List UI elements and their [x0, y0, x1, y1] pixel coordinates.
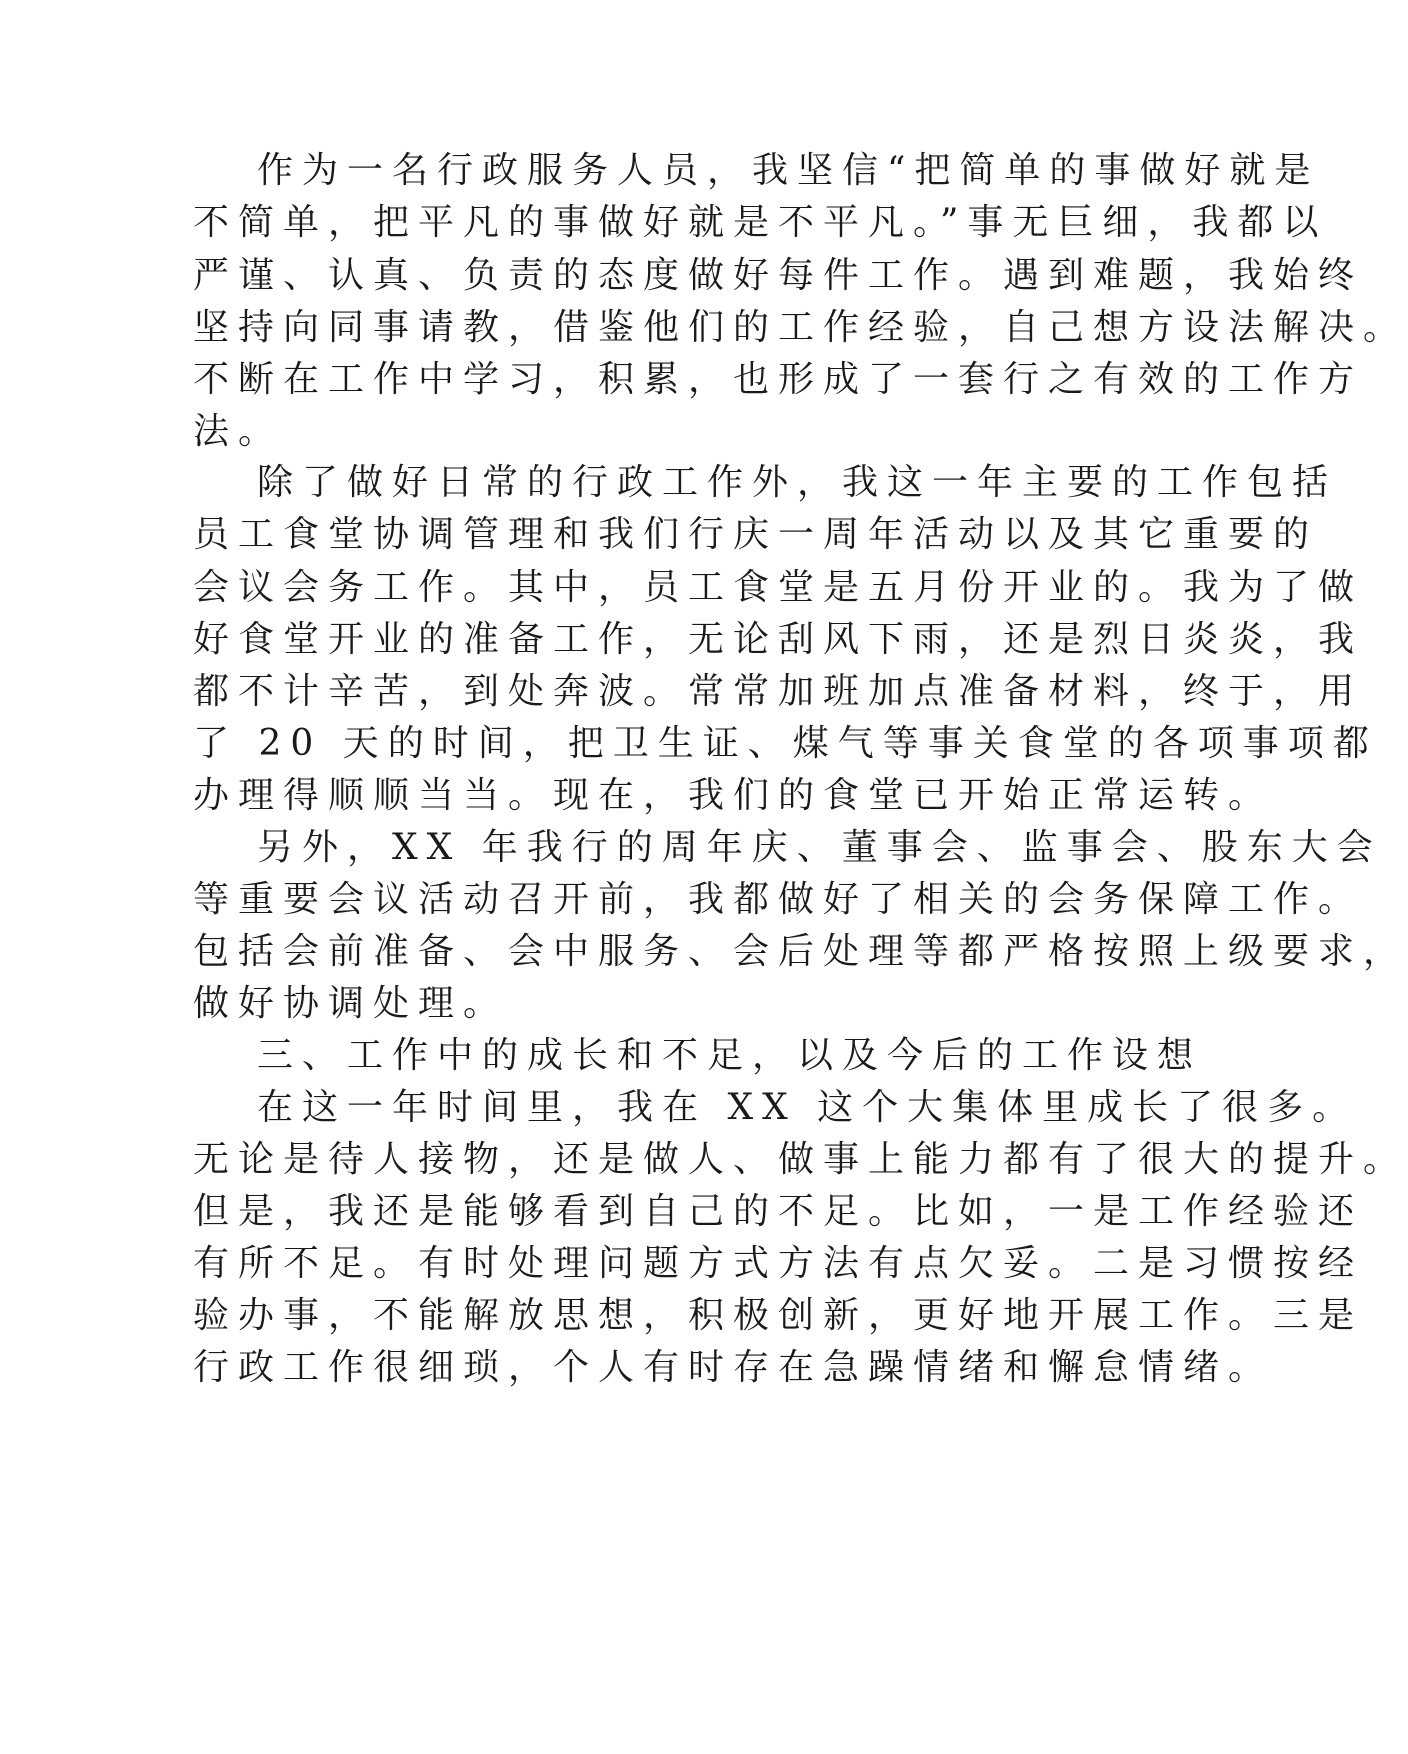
paragraph-line: 等重要会议活动召开前，我都做好了相关的会务保障工作。 [193, 879, 1364, 920]
paragraph-line: 严谨、认真、负责的态度做好每件工作。遇到难题，我始终 [193, 255, 1364, 296]
paragraph-line: 会议会务工作。其中，员工食堂是五月份开业的。我为了做 [193, 567, 1364, 608]
paragraph-line: 另外，XX 年我行的周年庆、董事会、监事会、股东大会 [257, 827, 1382, 868]
paragraph-line: 不简单，把平凡的事做好就是不平凡。”事无巨细，我都以 [193, 202, 1328, 243]
paragraph-line: 办理得顺顺当当。现在，我们的食堂已开始正常运转。 [193, 775, 1274, 816]
paragraph-line: 行政工作很细琐，个人有时存在急躁情绪和懈怠情绪。 [193, 1347, 1274, 1388]
paragraph-line: 验办事，不能解放思想，积极创新，更好地开展工作。三是 [193, 1295, 1364, 1336]
paragraph-line: 不断在工作中学习，积累，也形成了一套行之有效的工作方 [193, 359, 1364, 400]
paragraph-line: 做好协调处理。 [193, 983, 509, 1024]
paragraph-line: 在这一年时间里，我在 XX 这个大集体里成长了很多。 [257, 1087, 1358, 1128]
paragraph-line: 了 20 天的时间，把卫生证、煤气等事关食堂的各项事项都 [193, 723, 1378, 764]
paragraph-line: 坚持向同事请教，借鉴他们的工作经验，自己想方设法解决。 [193, 307, 1408, 348]
section-heading: 三、工作中的成长和不足，以及今后的工作设想 [257, 1035, 1203, 1076]
paragraph-line: 作为一名行政服务人员，我坚信“把简单的事做好就是 [257, 150, 1320, 191]
paragraph-line: 有所不足。有时处理问题方式方法有点欠妥。二是习惯按经 [193, 1243, 1364, 1284]
paragraph-line: 员工食堂协调管理和我们行庆一周年活动以及其它重要的 [193, 514, 1319, 555]
paragraph-line: 好食堂开业的准备工作，无论刮风下雨，还是烈日炎炎，我 [193, 619, 1364, 660]
paragraph-line: 都不计辛苦，到处奔波。常常加班加点准备材料，终于，用 [193, 671, 1364, 712]
paragraph-line: 除了做好日常的行政工作外，我这一年主要的工作包括 [257, 462, 1338, 503]
paragraph-line: 包括会前准备、会中服务、会后处理等都严格按照上级要求， [193, 931, 1408, 972]
paragraph-line: 但是，我还是能够看到自己的不足。比如，一是工作经验还 [193, 1191, 1364, 1232]
paragraph-line: 法。 [193, 411, 284, 452]
paragraph-line: 无论是待人接物，还是做人、做事上能力都有了很大的提升。 [193, 1139, 1408, 1180]
